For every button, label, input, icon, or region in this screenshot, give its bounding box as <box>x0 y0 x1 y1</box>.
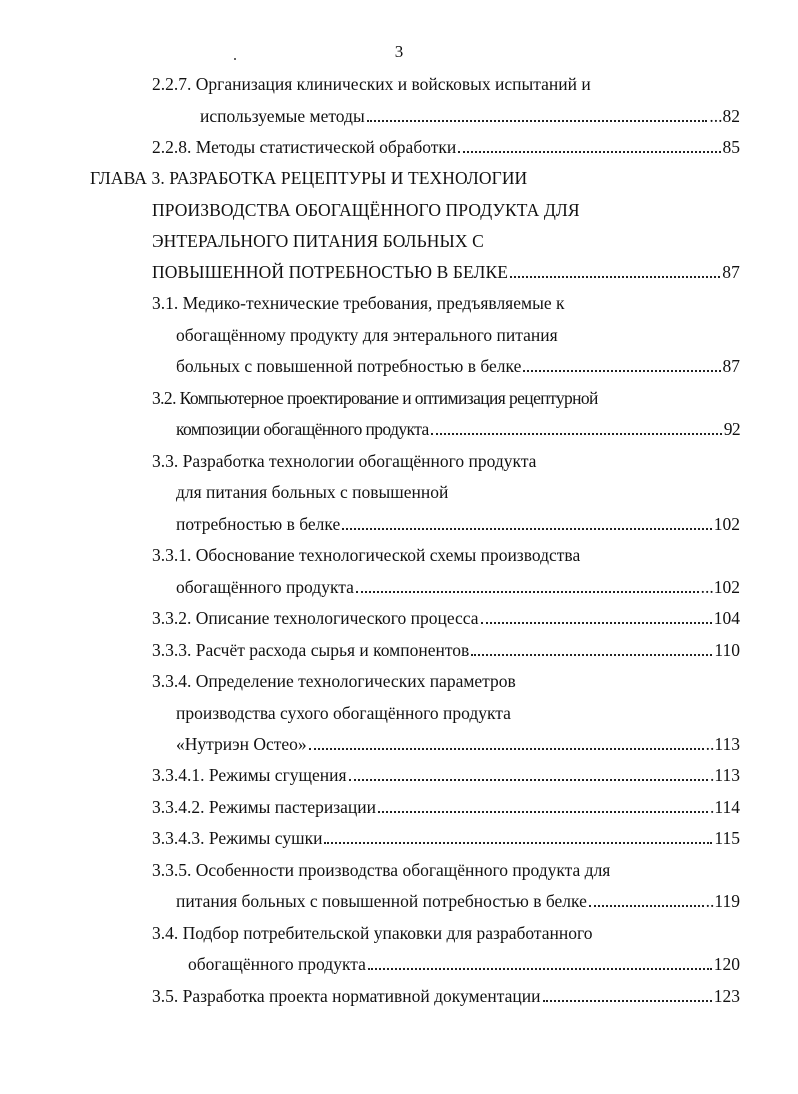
chapter-3-title-line2: ПРОИЗВОДСТВА ОБОГАЩЁННОГО ПРОДУКТА ДЛЯ <box>152 200 580 220</box>
toc-entry-3-3-4-3-page: 115 <box>714 828 740 848</box>
toc-entry-3-3-4-leader <box>176 731 740 757</box>
chapter-3-page: 87 <box>722 262 740 282</box>
leader-dots <box>367 120 708 122</box>
toc-entry-3-3-5-page: ..119 <box>705 891 740 911</box>
toc-entry-3-3-line1: 3.3. Разработка технологии обогащённого продукта <box>152 451 537 471</box>
leader-dots <box>324 842 712 844</box>
toc-entry-3-3-4-1 <box>152 762 740 788</box>
leader-dots <box>378 811 708 813</box>
toc-entry-3-3-leader <box>176 511 740 537</box>
toc-entry-3-3-5-line2: питания больных с повышенной потребностью в белке <box>176 891 587 911</box>
leader-dots <box>589 905 704 907</box>
toc-entry-3-5-title: 3.5. Разработка проекта нормативной документации <box>152 986 541 1006</box>
chapter-3-title-line3: ЭНТЕРАЛЬНОГО ПИТАНИЯ БОЛЬНЫХ С <box>152 231 484 251</box>
leader-dots <box>471 654 712 656</box>
leader-dots <box>356 591 699 593</box>
toc-entry-3-3-4-1-title: 3.3.4.1. Режимы сгущения <box>152 765 347 785</box>
toc-entry-3-3-line2: для питания больных с повышенной <box>176 482 449 502</box>
toc-entry-3-2-line2: композиции обогащённого продукта <box>176 419 429 439</box>
toc-entry-3-1-line3: больных с повышенной потребностью в белке <box>176 356 522 376</box>
toc-entry-3-3-4-line3: «Нутриэн Остео» <box>176 734 307 754</box>
toc-entry-3-1-line1: 3.1. Медико-технические требования, предъявляемые к <box>152 293 565 313</box>
toc-entry-3-3-5-line1: 3.3.5. Особенности производства обогащённого продукта для <box>152 860 611 880</box>
toc-entry-3-3-2-title: 3.3.2. Описание технологического процесса <box>152 608 479 628</box>
toc-entry-3-3-4-line1: 3.3.4. Определение технологических параметров <box>152 671 516 691</box>
toc-entry-3-3-1-page: ...102 <box>700 577 740 597</box>
toc-entry-3-5-page: 123 <box>713 986 740 1006</box>
toc-entry-3-3-3-page: 110 <box>714 640 740 660</box>
leader-dots <box>510 276 720 278</box>
toc-entry-2-2-8 <box>152 134 740 160</box>
leader-dots <box>368 968 712 970</box>
scan-speck <box>234 58 236 60</box>
toc-entry-3-1-line2: обогащённому продукту для энтерального питания <box>176 325 558 345</box>
toc-entry-3-3-4-page: ..113 <box>705 734 740 754</box>
toc-entry-3-1-page: 87 <box>722 356 740 376</box>
leader-dots <box>523 370 720 372</box>
chapter-3-title-line4: ПОВЫШЕННОЙ ПОТРЕБНОСТЬЮ В БЕЛКЕ <box>152 262 509 282</box>
toc-entry-3-3-4-1-page: .113 <box>710 765 740 785</box>
leader-dots <box>543 1000 712 1002</box>
toc-entry-3-3-3 <box>152 637 740 663</box>
leader-dots <box>309 748 704 750</box>
toc-entry-3-4-leader <box>188 951 740 977</box>
toc-entry-2-2-7-line1: 2.2.7. Организация клинических и войсковых испытаний и <box>152 74 591 94</box>
toc-entry-3-3-4-2-page: .114 <box>710 797 740 817</box>
toc-entry-3-4-page: 120 <box>713 954 740 974</box>
toc-entry-2-2-7-line2: используемые методы <box>200 106 365 126</box>
toc-entry-2-2-7-page: ...82 <box>709 106 740 126</box>
toc-entry-3-2-leader <box>176 416 740 442</box>
chapter-3-title-line1: ГЛАВА 3. РАЗРАБОТКА РЕЦЕПТУРЫ И ТЕХНОЛОГИИ <box>90 168 528 188</box>
toc-entry-3-1-leader <box>176 353 740 379</box>
toc-entry-3-3-1-line1: 3.3.1. Обоснование технологической схемы производства <box>152 545 581 565</box>
toc-entry-3-5 <box>152 983 740 1009</box>
toc-entry-3-2-page: 92 <box>723 419 740 439</box>
toc-entry-3-3-5-leader <box>176 888 740 914</box>
toc-entry-3-4-line2: обогащённого продукта <box>188 954 366 974</box>
toc-entry-3-3-page: 102 <box>713 514 740 534</box>
leader-dots <box>431 433 722 435</box>
chapter-3-leader <box>152 259 740 285</box>
toc-entry-3-3-3-title: 3.3.3. Расчёт расхода сырья и компонентов <box>152 640 470 660</box>
toc-entry-3-3-4-3 <box>152 825 740 851</box>
leader-dots <box>342 528 712 530</box>
toc-entry-3-3-1-line2: обогащённого продукта <box>176 577 354 597</box>
toc-entry-3-2-line1: 3.2. Компьютерное проектирование и оптимизация рецептурной <box>152 388 598 408</box>
leader-dots <box>481 622 712 624</box>
page-number: 3 <box>394 42 404 61</box>
leader-dots <box>349 779 708 781</box>
toc-entry-3-3-4-3-title: 3.3.4.3. Режимы сушки <box>152 828 323 848</box>
leader-dots <box>458 151 720 153</box>
toc-entry-2-2-7-leader <box>200 103 740 129</box>
toc-entry-2-2-8-title: 2.2.8. Методы статистической обработки <box>152 137 457 157</box>
toc-entry-3-3-4-2-title: 3.3.4.2. Режимы пастеризации <box>152 797 377 817</box>
toc-entry-3-3-4-2 <box>152 794 740 820</box>
toc-entry-3-3-4-line2: производства сухого обогащённого продукта <box>176 703 511 723</box>
toc-entry-3-4-line1: 3.4. Подбор потребительской упаковки для разработанного <box>152 923 593 943</box>
toc-entry-3-3-1-leader <box>176 574 740 600</box>
toc-entry-3-3-2-page: 104 <box>713 608 740 628</box>
toc-entry-2-2-8-page: 85 <box>722 137 740 157</box>
toc-entry-3-3-2 <box>152 605 740 631</box>
toc-entry-3-3-line3: потребностью в белке <box>176 514 341 534</box>
